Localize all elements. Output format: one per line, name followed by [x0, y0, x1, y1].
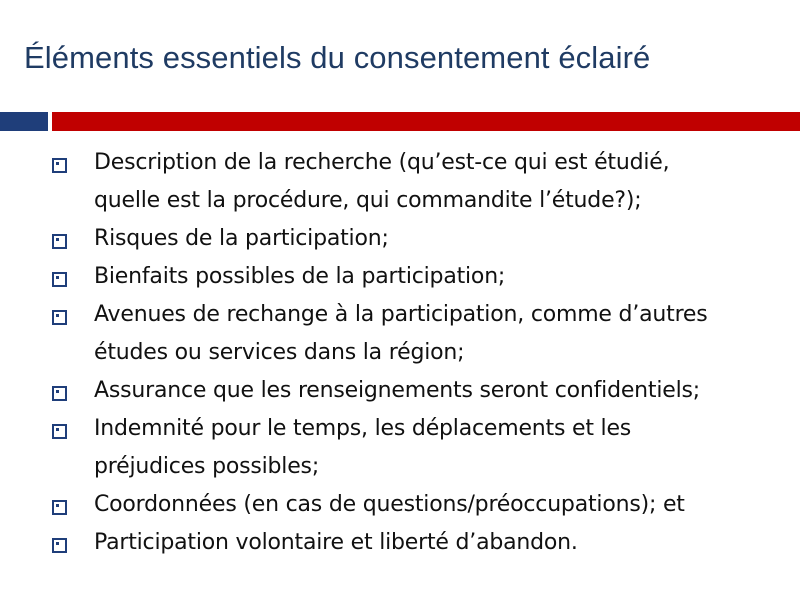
list-item	[48, 296, 788, 372]
list-item-line: Risques de la participation;	[94, 226, 389, 251]
list-item-line: Assurance que les renseignements seront confidentiels;	[94, 378, 700, 403]
list-item	[48, 524, 788, 562]
list-item	[48, 372, 788, 410]
square-bullet-icon	[52, 158, 67, 173]
list-item	[48, 220, 788, 258]
accent-bar-red	[52, 112, 800, 131]
list-item-line: Participation volontaire et liberté d’abandon.	[94, 530, 578, 555]
square-bullet-icon	[52, 234, 67, 249]
square-bullet-icon	[52, 386, 67, 401]
bullet-list	[48, 144, 788, 562]
square-bullet-icon	[52, 538, 67, 553]
list-item	[48, 144, 788, 220]
list-item-line: préjudices possibles;	[94, 454, 320, 479]
list-item-line: Avenues de rechange à la participation, comme d’autres	[94, 302, 708, 327]
square-bullet-icon	[52, 272, 67, 287]
square-bullet-icon	[52, 310, 67, 325]
square-bullet-icon	[52, 500, 67, 515]
list-item-line: études ou services dans la région;	[94, 340, 465, 365]
list-item-line: Coordonnées (en cas de questions/préoccupations); et	[94, 492, 685, 517]
list-item-line: Indemnité pour le temps, les déplacements et les	[94, 416, 632, 441]
list-item	[48, 410, 788, 486]
list-item-line: Bienfaits possibles de la participation;	[94, 264, 506, 289]
square-bullet-icon	[52, 424, 67, 439]
list-item-line: Description de la recherche (qu’est-ce qui est étudié,	[94, 150, 670, 175]
list-item	[48, 486, 788, 524]
accent-bar-blue	[0, 112, 48, 131]
list-item-line: quelle est la procédure, qui commandite l’étude?);	[94, 188, 642, 213]
slide-title: Éléments essentiels du consentement éclairé	[24, 40, 651, 75]
list-item	[48, 258, 788, 296]
